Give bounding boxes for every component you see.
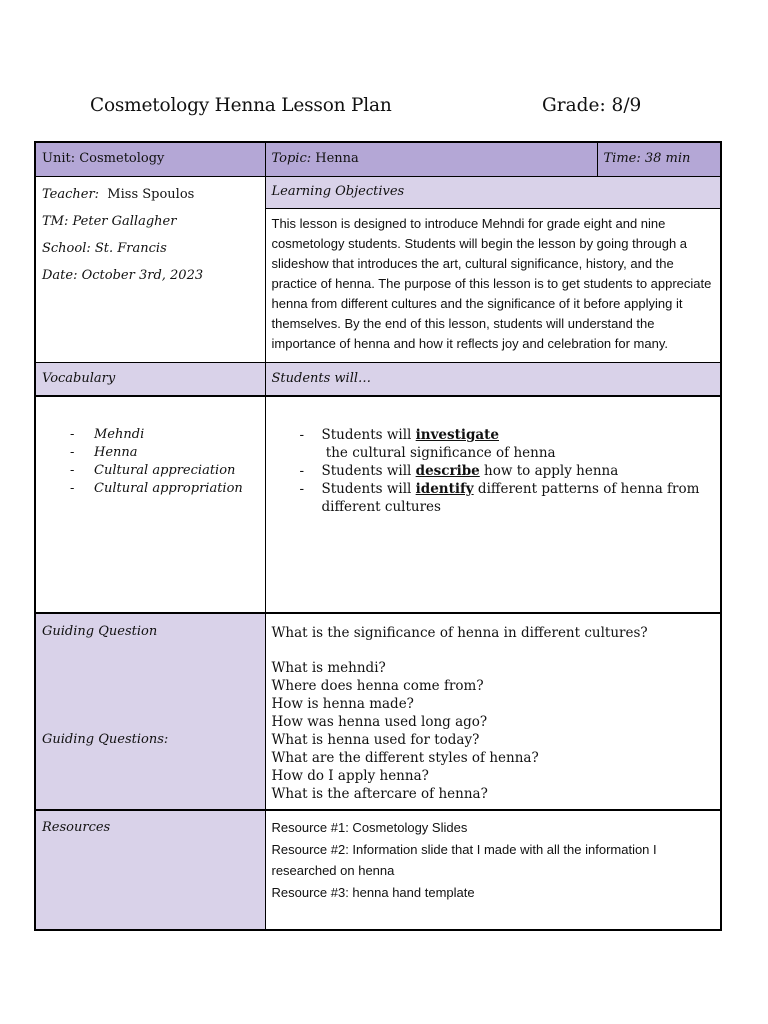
unit-row (35, 142, 721, 176)
topic-value: Henna (311, 151, 359, 166)
vocab-item: - Cultural appreciation (42, 462, 259, 480)
vocab-content-row (35, 396, 721, 613)
vocab-item: - Mehndi (42, 426, 259, 444)
date-line: Date: October 3rd, 2023 (42, 267, 204, 283)
guiding-question-item: How do I apply henna? (271, 768, 429, 784)
objective-keyword: identify (415, 481, 474, 497)
objectives-heading-cell (265, 176, 721, 208)
guiding-question-item: What is the aftercare of henna? (271, 786, 488, 802)
objective-item: - Students will identify different patterns of henna from different cultures (272, 480, 715, 516)
unit-cell (35, 142, 265, 176)
objective-item: - Students will investigate the cultural significance of henna (272, 426, 715, 462)
resource-item: Resource #1: Cosmetology Slides (271, 820, 468, 835)
objectives-text-cell (265, 208, 721, 362)
time-label: Time: 38 min (603, 151, 691, 166)
objective-item: - Students will describe how to apply henna (272, 462, 715, 480)
guiding-question-item: What are the different styles of henna? (271, 750, 539, 766)
time-cell (597, 142, 721, 176)
teacher-name: Miss Spoulos (99, 186, 195, 202)
vocabulary-heading-cell (35, 362, 265, 396)
vocabulary-list (42, 426, 259, 498)
resources-heading-cell (35, 810, 265, 930)
guiding-question-item: Where does henna come from? (271, 678, 484, 694)
objectives-heading: Learning Objectives (271, 183, 405, 199)
vocab-item: - Cultural appropriation (42, 480, 259, 498)
teacher-label: Teacher: (42, 186, 100, 202)
resources-row (35, 810, 721, 930)
lesson-plan-table (34, 141, 722, 931)
document-title: Cosmetology Henna Lesson Plan (90, 95, 392, 116)
resource-item: Resource #3: henna hand template (271, 884, 475, 900)
topic-label: Topic: (271, 151, 312, 166)
guiding-question-list (272, 659, 715, 803)
students-will-heading-cell (265, 362, 721, 396)
objective-keyword: describe (415, 463, 480, 479)
grade-label: Grade: 8/9 (542, 95, 642, 116)
students-will-list (272, 426, 715, 516)
vocabulary-heading: Vocabulary (42, 370, 116, 386)
resource-item: Resource #2: Information slide that I made with all the information I researched on henna (271, 841, 657, 878)
guiding-row (35, 613, 721, 810)
guiding-question-item: What is henna used for today? (271, 732, 480, 748)
students-will-list-cell (265, 396, 721, 613)
resources-heading: Resources (42, 820, 111, 835)
objectives-heading-row (35, 176, 721, 208)
vocabulary-list-cell (35, 396, 265, 613)
tm-line: TM: Peter Gallagher (42, 213, 177, 229)
vocab-item: - Henna (42, 444, 259, 462)
objective-keyword: investigate (415, 427, 499, 443)
resources-list-cell (265, 810, 721, 930)
students-will-heading: Students will… (271, 370, 372, 386)
guiding-questions-heading: Guiding Questions: (42, 732, 169, 747)
unit-label: Unit: Cosmetology (42, 151, 165, 166)
teacher-line (42, 181, 259, 208)
teacher-info-cell (35, 176, 265, 362)
school-line: School: St. Francis (42, 240, 167, 256)
guiding-heading-cell (35, 613, 265, 810)
main-guiding-question: What is the significance of henna in different cultures? (271, 625, 648, 641)
guiding-questions-cell (265, 613, 721, 810)
guiding-question-item: How was henna used long ago? (271, 714, 488, 730)
vocab-heading-row (35, 362, 721, 396)
guiding-question-item: What is mehndi? (271, 660, 386, 676)
topic-cell (265, 142, 597, 176)
guiding-question-item: How is henna made? (271, 696, 414, 712)
objectives-text: This lesson is designed to introduce Mehndi for grade eight and nine cosmetology students. Students will begin the lesson by going through a slideshow that introduces the art, cultural significance, history, and the practice of henna. The purpose of this lesson is to get students to appreciate henna from different cultures and the significance of it before applying it themselves. By the end of this lesson, students will understand the importance of henna and how it reflects joy and celebration for many. (271, 215, 712, 351)
guiding-question-heading: Guiding Question (42, 624, 158, 639)
